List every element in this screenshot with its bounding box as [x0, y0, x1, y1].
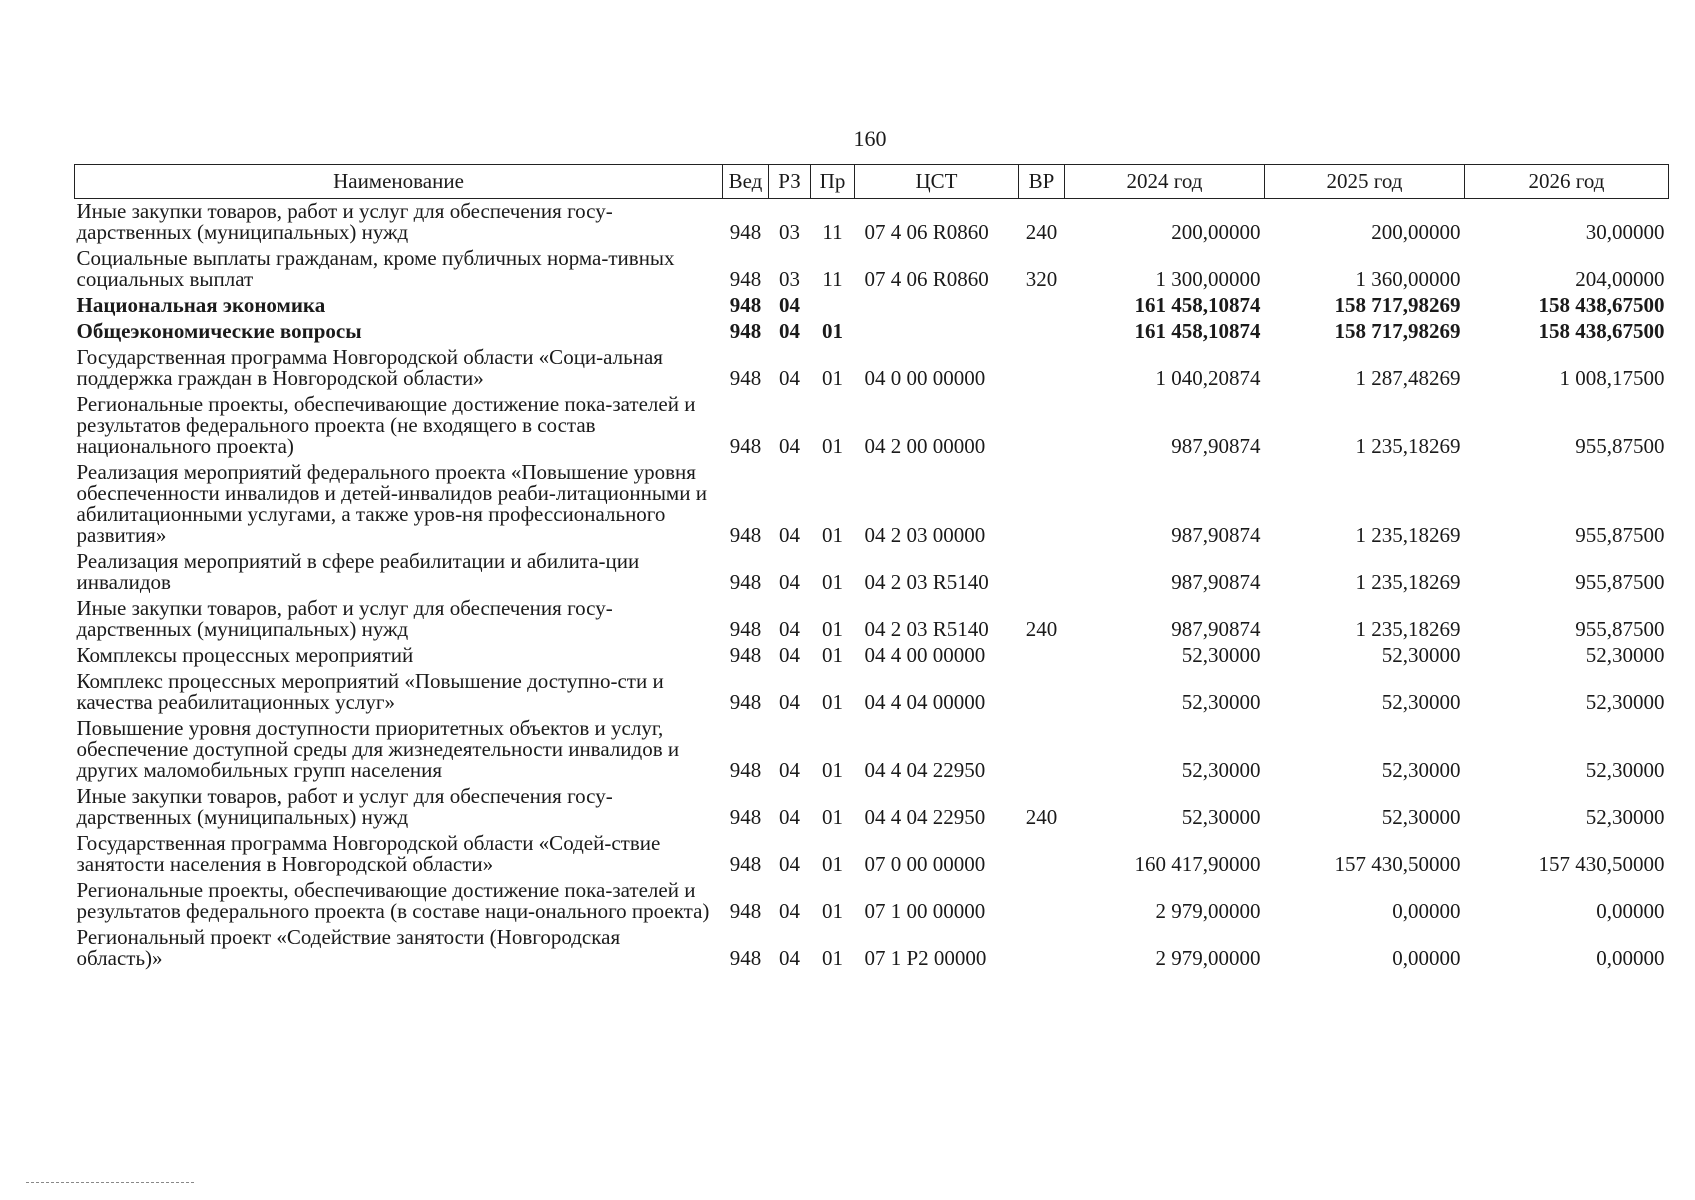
row-pr: 01	[822, 805, 843, 829]
row-cst: 04 4 00 00000	[864, 643, 986, 667]
row-pr: 01	[822, 319, 843, 343]
row-cst: 04 2 03 R5140	[864, 570, 989, 594]
row-rz: 04	[779, 523, 800, 547]
table-row	[75, 878, 1669, 925]
row-value-2026: 52,30000	[1585, 805, 1665, 829]
row-rz: 04	[779, 758, 800, 782]
row-ved: 948	[729, 523, 762, 547]
row-pr: 01	[822, 852, 843, 876]
row-name: Комплекс процессных мероприятий «Повышение доступно-сти и качества реабилитационных услуг»	[76, 669, 664, 714]
row-cst: 07 4 06 R0860	[864, 220, 989, 244]
row-rz: 04	[779, 899, 800, 923]
table-row	[75, 643, 1669, 669]
row-pr: 01	[822, 617, 843, 641]
row-vr: 240	[1025, 220, 1058, 244]
row-cst: 07 1 P2 00000	[864, 946, 987, 970]
row-value-2026: 30,00000	[1585, 220, 1665, 244]
row-value-2026: 204,00000	[1575, 267, 1665, 291]
row-value-2025: 1 235,18269	[1355, 434, 1461, 458]
table-row	[75, 716, 1669, 784]
row-value-2026: 52,30000	[1585, 643, 1665, 667]
row-ved: 948	[729, 570, 762, 594]
table-row	[75, 392, 1669, 460]
row-value-2024: 160 417,90000	[1134, 852, 1261, 876]
row-vr: 240	[1025, 805, 1058, 829]
row-ved: 948	[729, 643, 762, 667]
row-pr: 01	[822, 434, 843, 458]
row-value-2025: 52,30000	[1381, 643, 1461, 667]
row-name: Национальная экономика	[76, 293, 326, 317]
row-ved: 948	[729, 434, 762, 458]
row-pr: 11	[822, 220, 843, 244]
row-cst: 07 1 00 00000	[864, 899, 986, 923]
row-value-2024: 200,00000	[1171, 220, 1261, 244]
row-value-2025: 52,30000	[1381, 805, 1461, 829]
row-pr: 01	[822, 758, 843, 782]
row-ved: 948	[729, 319, 762, 343]
row-value-2024: 1 300,00000	[1155, 267, 1261, 291]
row-value-2025: 200,00000	[1371, 220, 1461, 244]
row-ved: 948	[729, 805, 762, 829]
table-row	[75, 925, 1669, 972]
row-vr: 240	[1025, 617, 1058, 641]
row-ved: 948	[729, 220, 762, 244]
page-number: 160	[853, 126, 887, 151]
row-vr	[1019, 293, 1065, 319]
row-value-2026: 955,87500	[1575, 523, 1665, 547]
row-value-2025: 158 717,98269	[1334, 293, 1461, 317]
row-value-2024: 987,90874	[1171, 570, 1261, 594]
row-name: Иные закупки товаров, работ и услуг для обеспечения госу-дарственных (муниципальных) нужд	[76, 596, 613, 641]
row-rz: 04	[779, 617, 800, 641]
header-cst: ЦСТ	[855, 165, 1019, 199]
row-cst	[855, 293, 1019, 319]
row-name: Комплексы процессных мероприятий	[76, 643, 414, 667]
header-vr: ВР	[1019, 165, 1065, 199]
row-value-2024: 1 040,20874	[1155, 366, 1261, 390]
header-name: Наименование	[75, 165, 723, 199]
row-rz: 04	[779, 643, 800, 667]
header-2026: 2026 год	[1465, 165, 1669, 199]
row-value-2026: 158 438,67500	[1538, 319, 1665, 343]
row-ved: 948	[729, 293, 762, 317]
row-value-2025: 0,00000	[1392, 899, 1461, 923]
row-value-2024: 161 458,10874	[1134, 319, 1261, 343]
row-ved: 948	[729, 617, 762, 641]
row-pr: 01	[822, 899, 843, 923]
header-pr: Пр	[811, 165, 855, 199]
row-name: Государственная программа Новгородской области «Содей-ствие занятости населения в Новгородской области»	[76, 831, 661, 876]
row-value-2025: 1 235,18269	[1355, 570, 1461, 594]
row-name: Региональный проект «Содействие занятости (Новгородская область)»	[76, 925, 621, 970]
row-value-2025: 1 360,00000	[1355, 267, 1461, 291]
header-ved: Вед	[723, 165, 769, 199]
row-vr	[1019, 925, 1065, 972]
row-value-2026: 1 008,17500	[1559, 366, 1665, 390]
row-cst: 04 4 04 22950	[864, 805, 986, 829]
row-name: Общеэкономические вопросы	[76, 319, 362, 343]
row-value-2026: 157 430,50000	[1538, 852, 1665, 876]
row-value-2026: 955,87500	[1575, 434, 1665, 458]
row-cst: 07 4 06 R0860	[864, 267, 989, 291]
footer-divider	[26, 1182, 194, 1183]
table-row	[75, 319, 1669, 345]
table-row	[75, 669, 1669, 716]
row-ved: 948	[729, 690, 762, 714]
row-value-2025: 0,00000	[1392, 946, 1461, 970]
row-rz: 04	[779, 570, 800, 594]
row-value-2024: 161 458,10874	[1134, 293, 1261, 317]
row-rz: 04	[779, 293, 800, 317]
header-2025: 2025 год	[1265, 165, 1465, 199]
row-vr	[1019, 392, 1065, 460]
table-row	[75, 345, 1669, 392]
row-rz: 04	[779, 946, 800, 970]
row-value-2024: 987,90874	[1171, 434, 1261, 458]
row-vr	[1019, 643, 1065, 669]
row-name: Региональные проекты, обеспечивающие достижение пока-зателей и результатов федерального проекта (не входящего в состав национального проекта)	[76, 392, 696, 458]
row-value-2025: 158 717,98269	[1334, 319, 1461, 343]
row-vr	[1019, 716, 1065, 784]
row-value-2025: 52,30000	[1381, 758, 1461, 782]
row-value-2024: 52,30000	[1181, 643, 1261, 667]
row-value-2026: 158 438,67500	[1538, 293, 1665, 317]
row-value-2026: 0,00000	[1596, 899, 1665, 923]
row-value-2024: 2 979,00000	[1155, 899, 1261, 923]
row-pr: 11	[822, 267, 843, 291]
row-value-2024: 52,30000	[1181, 805, 1261, 829]
row-name: Реализация мероприятий в сфере реабилитации и абилита-ции инвалидов	[76, 549, 640, 594]
row-pr: 01	[822, 570, 843, 594]
table-row	[75, 293, 1669, 319]
table-row	[75, 246, 1669, 293]
row-pr: 01	[822, 366, 843, 390]
table-row	[75, 784, 1669, 831]
row-vr	[1019, 878, 1065, 925]
row-cst	[855, 319, 1019, 345]
row-cst: 04 4 04 22950	[864, 758, 986, 782]
row-ved: 948	[729, 946, 762, 970]
row-cst: 04 2 00 00000	[864, 434, 986, 458]
budget-table-container	[74, 164, 1668, 972]
row-name: Реализация мероприятий федерального проекта «Повышение уровня обеспеченности инвалидов и детей-инвалидов реаби-литационными и абилитационными услугами, а также уров-ня профессионального развития»	[76, 460, 707, 547]
row-vr	[1019, 319, 1065, 345]
row-rz: 03	[779, 220, 800, 244]
row-value-2025: 1 287,48269	[1355, 366, 1461, 390]
row-name: Государственная программа Новгородской области «Соци-альная поддержка граждан в Новгородской области»	[76, 345, 663, 390]
row-value-2024: 987,90874	[1171, 617, 1261, 641]
row-name: Региональные проекты, обеспечивающие достижение пока-зателей и результатов федерального проекта (в составе наци-онального проекта)	[76, 878, 710, 923]
row-pr: 01	[822, 946, 843, 970]
row-name: Повышение уровня доступности приоритетных объектов и услуг, обеспечение доступной среды для жизнедеятельности инвалидов и других маломобильных групп населения	[76, 716, 680, 782]
row-value-2026: 52,30000	[1585, 758, 1665, 782]
row-vr	[1019, 460, 1065, 549]
row-cst: 04 4 04 00000	[864, 690, 986, 714]
row-value-2025: 1 235,18269	[1355, 523, 1461, 547]
row-value-2024: 2 979,00000	[1155, 946, 1261, 970]
row-pr: 01	[822, 643, 843, 667]
row-rz: 04	[779, 434, 800, 458]
row-cst: 04 0 00 00000	[864, 366, 986, 390]
table-body	[75, 199, 1669, 973]
row-value-2024: 987,90874	[1171, 523, 1261, 547]
row-value-2025: 1 235,18269	[1355, 617, 1461, 641]
table-header	[75, 165, 1669, 199]
row-rz: 04	[779, 852, 800, 876]
row-name: Социальные выплаты гражданам, кроме публичных норма-тивных социальных выплат	[76, 246, 675, 291]
row-ved: 948	[729, 758, 762, 782]
row-value-2026: 955,87500	[1575, 617, 1665, 641]
row-rz: 04	[779, 366, 800, 390]
row-pr: 01	[822, 690, 843, 714]
row-name: Иные закупки товаров, работ и услуг для обеспечения госу-дарственных (муниципальных) нужд	[76, 784, 613, 829]
row-pr: 01	[822, 523, 843, 547]
row-cst: 04 2 03 00000	[864, 523, 986, 547]
row-ved: 948	[729, 852, 762, 876]
row-value-2024: 52,30000	[1181, 690, 1261, 714]
row-name: Иные закупки товаров, работ и услуг для обеспечения госу-дарственных (муниципальных) нужд	[76, 199, 613, 244]
row-rz: 04	[779, 690, 800, 714]
table-row	[75, 199, 1669, 247]
table-row	[75, 549, 1669, 596]
table-row	[75, 831, 1669, 878]
header-rz: РЗ	[769, 165, 811, 199]
row-cst: 07 0 00 00000	[864, 852, 986, 876]
row-vr	[1019, 345, 1065, 392]
table-row	[75, 596, 1669, 643]
row-rz: 04	[779, 319, 800, 343]
row-rz: 04	[779, 805, 800, 829]
row-vr	[1019, 669, 1065, 716]
row-value-2026: 0,00000	[1596, 946, 1665, 970]
row-cst: 04 2 03 R5140	[864, 617, 989, 641]
row-ved: 948	[729, 267, 762, 291]
row-pr	[811, 293, 855, 319]
row-ved: 948	[729, 366, 762, 390]
budget-table	[74, 164, 1669, 972]
row-vr	[1019, 831, 1065, 878]
row-value-2025: 157 430,50000	[1334, 852, 1461, 876]
row-vr: 320	[1025, 267, 1058, 291]
row-value-2026: 955,87500	[1575, 570, 1665, 594]
row-value-2025: 52,30000	[1381, 690, 1461, 714]
row-value-2024: 52,30000	[1181, 758, 1261, 782]
header-2024: 2024 год	[1065, 165, 1265, 199]
row-vr	[1019, 549, 1065, 596]
row-rz: 03	[779, 267, 800, 291]
row-ved: 948	[729, 899, 762, 923]
row-value-2026: 52,30000	[1585, 690, 1665, 714]
table-row	[75, 460, 1669, 549]
